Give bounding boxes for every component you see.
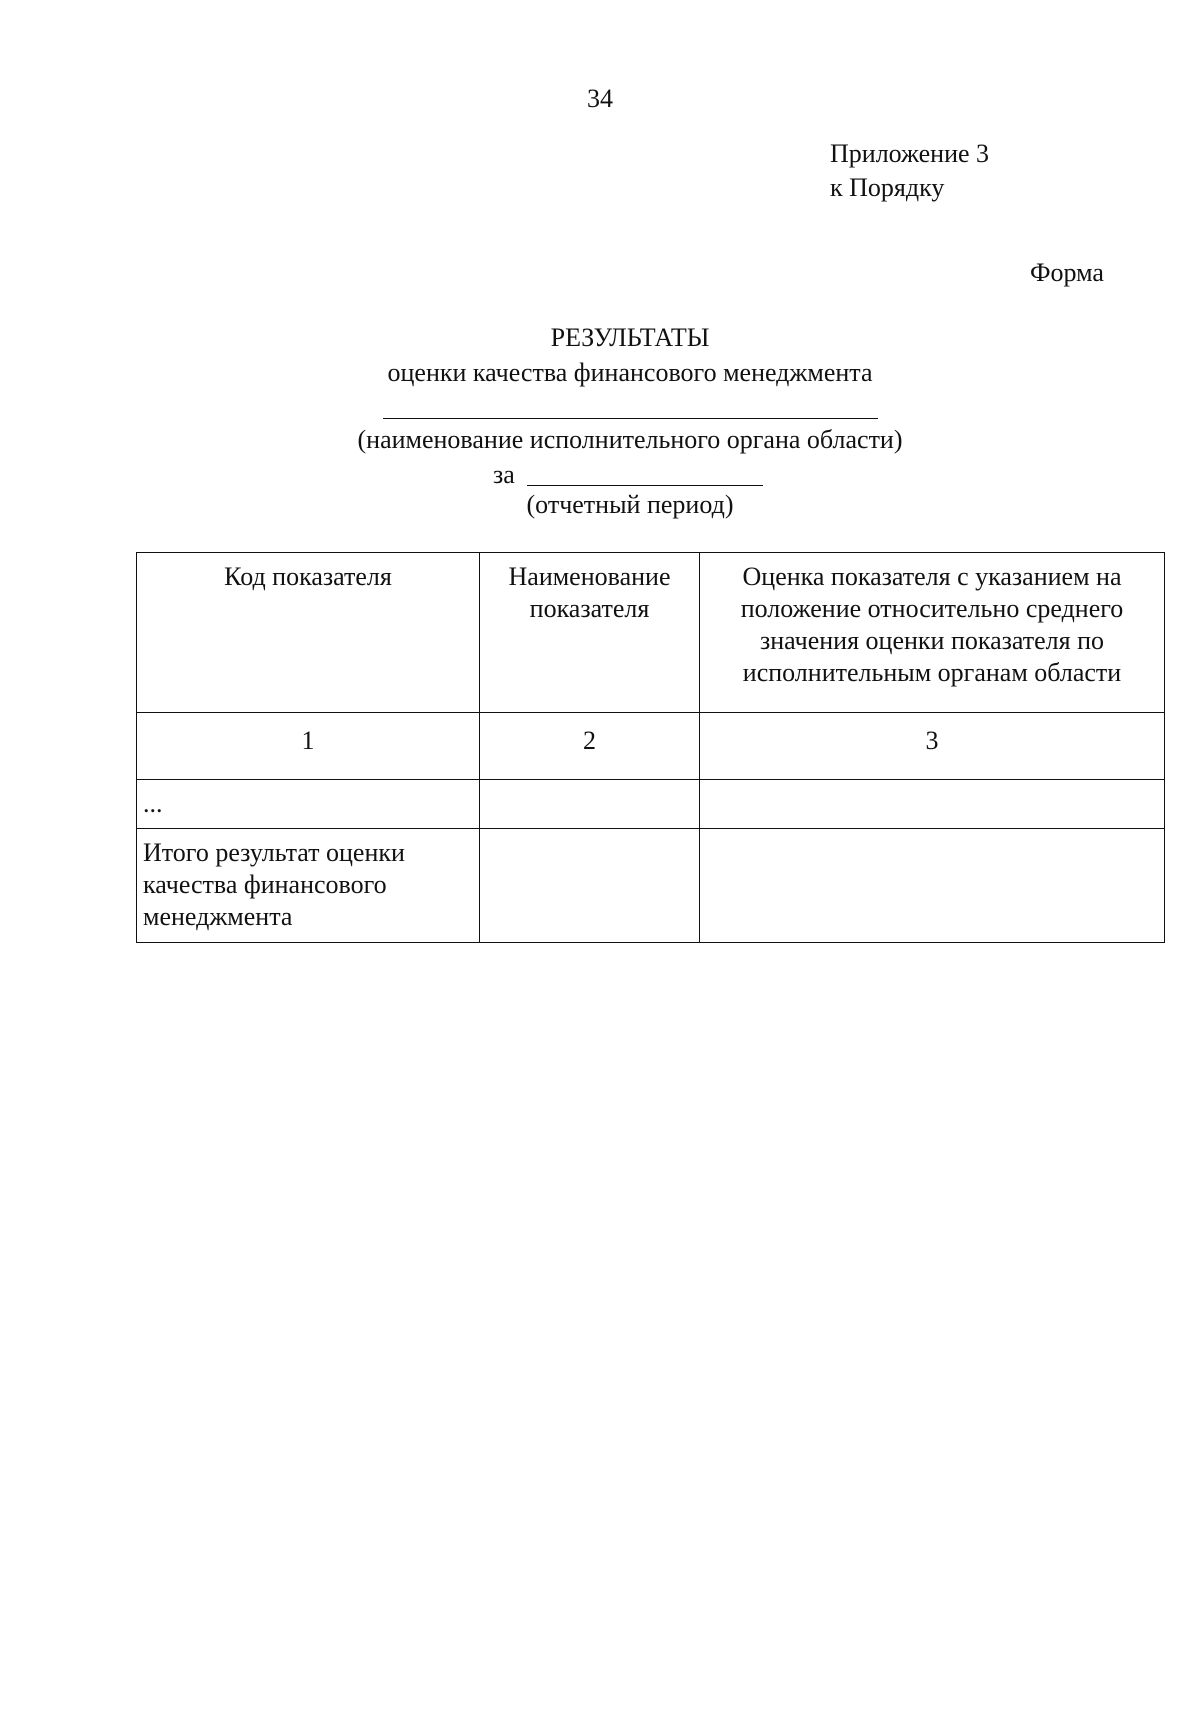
form-label: Форма — [1030, 258, 1104, 287]
org-name-blank-line — [383, 418, 878, 419]
table-cell — [480, 780, 700, 829]
org-name-caption: (наименование исполнительного органа области) — [357, 425, 903, 454]
header-indicator-assessment: Оценка показателя с указанием на положение относительно среднего значения оценки показателя по исполнительным органам области — [700, 553, 1165, 713]
table-cell — [480, 829, 700, 943]
table-total-row — [137, 829, 1165, 943]
table-header-row — [137, 553, 1165, 713]
page-number: 34 — [587, 84, 613, 113]
column-number-3: 3 — [700, 713, 1165, 780]
table-column-numbers-row — [137, 713, 1165, 780]
period-blank-line — [527, 485, 763, 486]
table-cell — [700, 780, 1165, 829]
header-indicator-name: Наименование показателя — [480, 553, 700, 713]
column-number-1: 1 — [137, 713, 480, 780]
appendix-line-2: к Порядку — [830, 173, 945, 202]
header-indicator-code: Код показателя — [137, 553, 480, 713]
appendix-line-1: Приложение 3 — [830, 139, 990, 168]
table-row — [137, 780, 1165, 829]
period-caption: (отчетный период) — [526, 490, 734, 519]
document-title: РЕЗУЛЬТАТЫ — [550, 323, 710, 352]
results-table — [136, 552, 1165, 943]
appendix-reference — [830, 137, 989, 205]
table-cell — [700, 829, 1165, 943]
table-cell: ... — [137, 780, 480, 829]
document-subtitle: оценки качества финансового менеджмента — [387, 358, 873, 387]
total-label-cell: Итого результат оценки качества финансового менеджмента — [137, 829, 480, 943]
period-prefix: за — [493, 460, 515, 489]
column-number-2: 2 — [480, 713, 700, 780]
